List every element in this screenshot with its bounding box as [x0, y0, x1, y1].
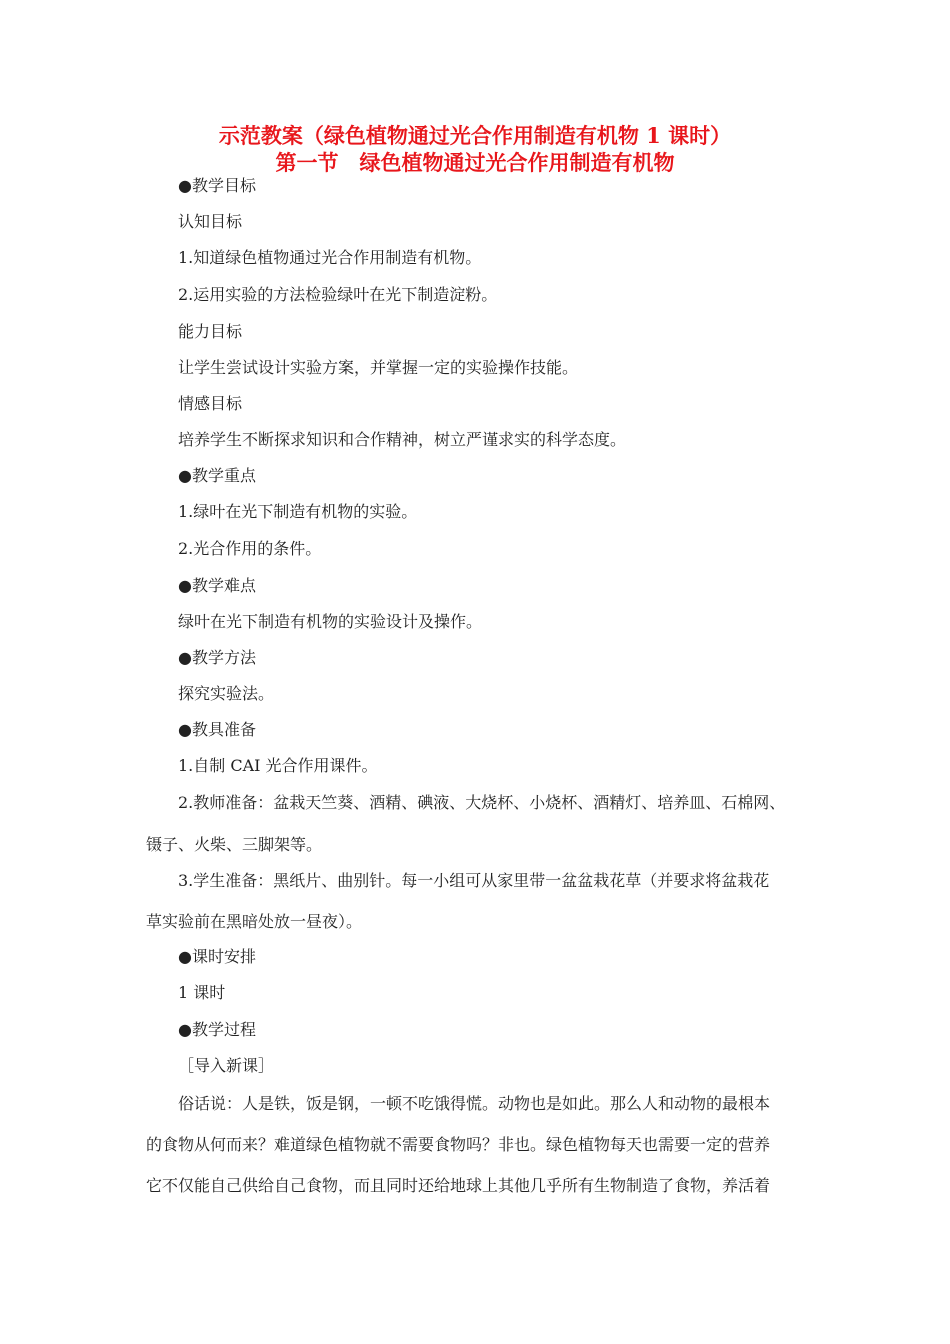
- document-title: 示范教案（绿色植物通过光合作用制造有机物 1 课时）: [218, 123, 732, 148]
- paragraph: 2.光合作用的条件。: [178, 539, 322, 558]
- heading-teaching-process: ●教学过程: [178, 1020, 256, 1039]
- subheading-cognitive-goals: 认知目标: [178, 212, 243, 231]
- paragraph: 3.学生准备：黑纸片、曲别针。每一小组可从家里带一盆盆栽花草（并要求将盆栽花: [178, 871, 770, 890]
- heading-class-schedule: ●课时安排: [178, 947, 256, 966]
- subheading-ability-goals: 能力目标: [178, 322, 243, 341]
- heading-key-points: ●教学重点: [178, 466, 256, 485]
- subheading-introduction: ［导入新课］: [178, 1056, 275, 1075]
- section-title: 第一节 绿色植物通过光合作用制造有机物: [275, 150, 675, 175]
- paragraph: 绿叶在光下制造有机物的实验设计及操作。: [178, 612, 483, 631]
- paragraph-continued: 镊子、火柴、三脚架等。: [146, 835, 323, 854]
- paragraph: 探究实验法。: [178, 684, 275, 703]
- heading-teaching-goals: ●教学目标: [178, 176, 256, 195]
- paragraph: 2.运用实验的方法检验绿叶在光下制造淀粉。: [178, 285, 498, 304]
- paragraph: 1.绿叶在光下制造有机物的实验。: [178, 502, 418, 521]
- paragraph-continued: 草实验前在黑暗处放一昼夜）。: [146, 912, 363, 931]
- subheading-emotion-goals: 情感目标: [178, 394, 243, 413]
- heading-teaching-aids: ●教具准备: [178, 720, 256, 739]
- paragraph-continued: 的食物从何而来？难道绿色植物就不需要食物吗？非也。绿色植物每天也需要一定的营养: [146, 1135, 771, 1154]
- heading-teaching-method: ●教学方法: [178, 648, 256, 667]
- paragraph: 培养学生不断探求知识和合作精神，树立严谨求实的科学态度。: [178, 430, 627, 449]
- paragraph: 俗话说：人是铁，饭是钢，一顿不吃饿得慌。动物也是如此。那么人和动物的最根本: [178, 1094, 771, 1113]
- heading-difficult-points: ●教学难点: [178, 576, 256, 595]
- paragraph: 1 课时: [178, 983, 226, 1002]
- paragraph: 2.教师准备：盆栽天竺葵、酒精、碘液、大烧杯、小烧杯、酒精灯、培养皿、石棉网、: [178, 793, 786, 812]
- paragraph: 1.知道绿色植物通过光合作用制造有机物。: [178, 248, 482, 267]
- paragraph: 让学生尝试设计实验方案，并掌握一定的实验操作技能。: [178, 358, 579, 377]
- paragraph: 1.自制 CAI 光合作用课件。: [178, 756, 378, 775]
- paragraph-continued: 它不仅能自己供给自己食物，而且同时还给地球上其他几乎所有生物制造了食物，养活着: [146, 1176, 771, 1195]
